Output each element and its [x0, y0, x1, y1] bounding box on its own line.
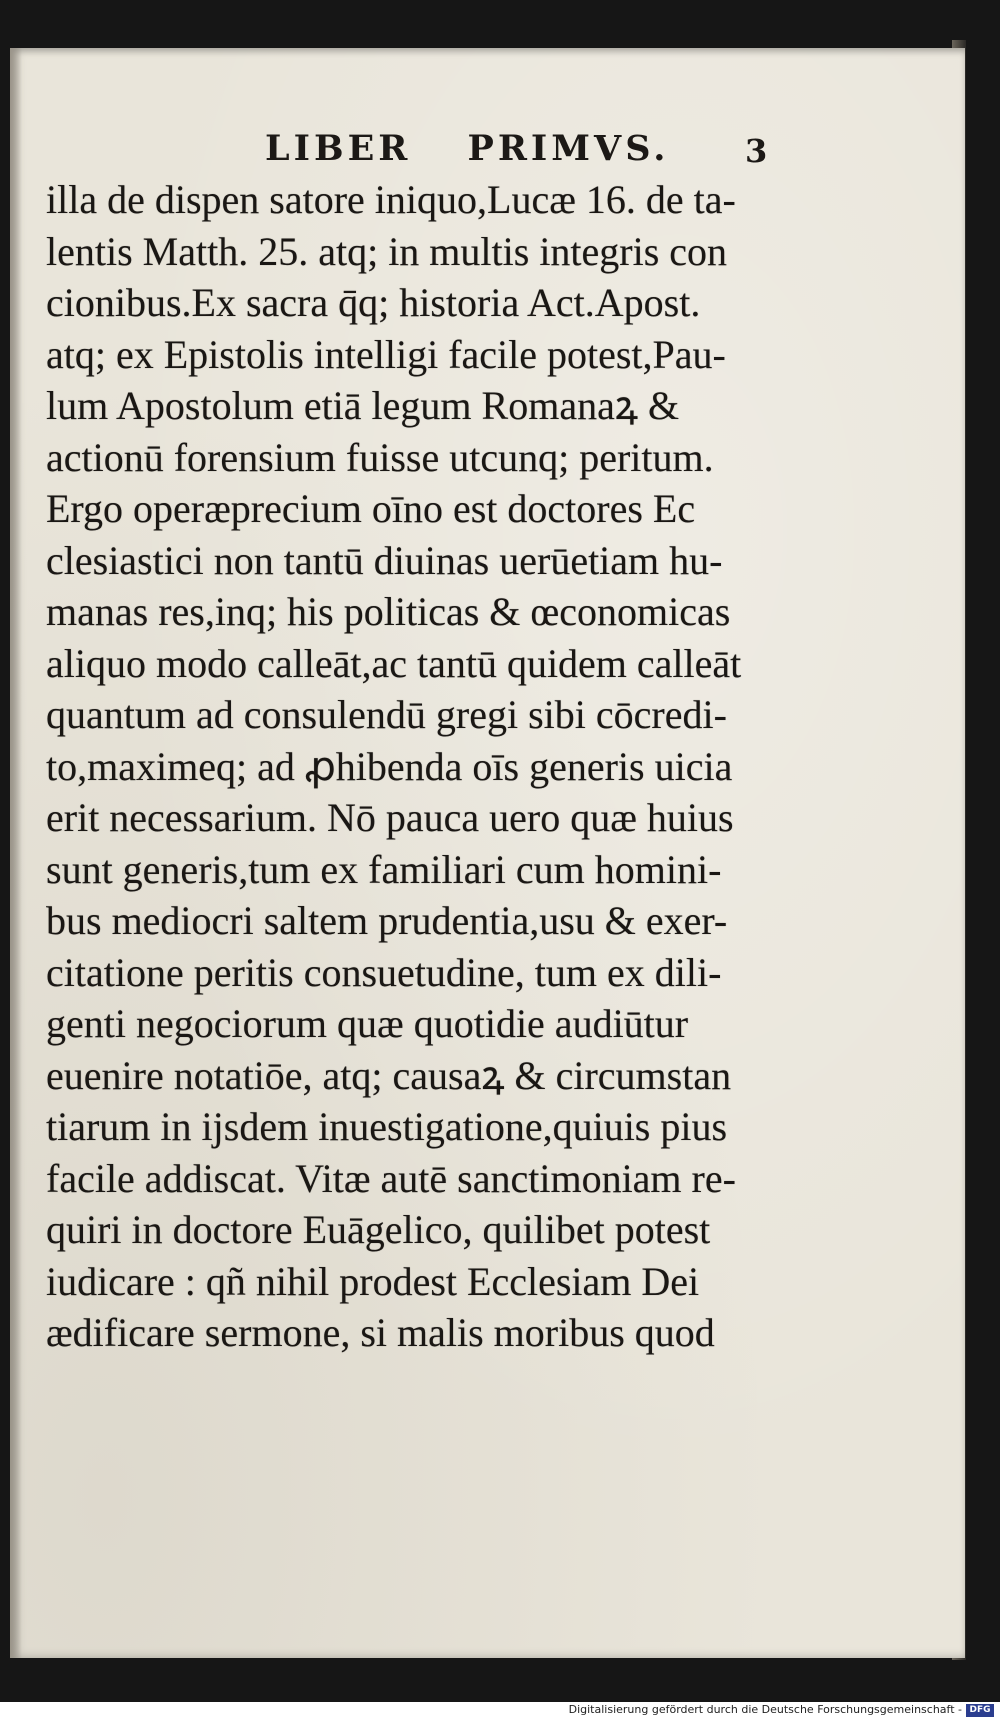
folio-number: 3: [745, 132, 768, 170]
body-text: [46, 174, 806, 1359]
dfg-logo: DFG: [966, 1704, 994, 1717]
text-line: genti negociorum quæ quotidie audiūtur: [46, 1001, 689, 1046]
text-line: iudicare : qñ nihil prodest Ecclesiam Dei: [46, 1258, 700, 1304]
text-line: atq; ex Epistolis intelligi facile potest,Pau-: [46, 331, 726, 377]
paper-page: [10, 48, 965, 1658]
text-line: cionibus.Ex sacra q̄q; historia Act.Apost.: [46, 280, 701, 325]
text-line: manas res,inq; his politicas & œconomicas: [46, 589, 731, 634]
text-line: quiri in doctore Euāgelico, quilibet potest: [46, 1207, 711, 1252]
digitization-credit: Digitalisierung gefördert durch die Deutsche Forschungsgemeinschaft -: [568, 1703, 962, 1716]
running-title: LIBER PRIMVS.: [265, 128, 670, 169]
text-line: erit necessarium. Nō pauca uero quæ huius: [46, 795, 734, 840]
text-line: actionū forensium fuisse utcunq; peritum.: [46, 434, 714, 480]
text-line: lentis Matth. 25. atq; in multis integris con: [46, 228, 728, 274]
gutter-shadow: [10, 48, 22, 1658]
text-line: bus mediocri saltem prudentia,usu & exer-: [46, 898, 728, 943]
text-line: clesiastici non tantū diuinas uerūetiam hu-: [46, 537, 723, 583]
text-line: lum Apostolum etiā legum Romanaꝝ &: [46, 383, 680, 428]
text-line: illa de dispen satore iniquo,Lucæ 16. de ta-: [46, 177, 736, 222]
page-header: [10, 128, 965, 178]
text-line: tiarum in ijsdem inuestigatione,quiuis pius: [46, 1104, 728, 1149]
text-line: to,maximeq; ad ꝓhibenda oīs generis uicia: [46, 743, 733, 789]
text-line: euenire notatiōe, atq; causaꝝ & circumstan: [46, 1052, 732, 1098]
text-line: quantum ad consulendū gregi sibi cōcredi-: [46, 692, 727, 737]
text-line: ædificare sermone, si malis moribus quod: [46, 1310, 715, 1355]
text-line: aliquo modo calleāt,ac tantū quidem calleāt: [46, 640, 742, 686]
text-line: citatione peritis consuetudine, tum ex dili-: [46, 949, 722, 995]
text-line: sunt generis,tum ex familiari cum homini-: [46, 846, 722, 892]
text-line: facile addiscat. Vitæ autē sanctimoniam re-: [46, 1155, 736, 1201]
text-line: Ergo operæprecium oīno est doctores Ec: [46, 486, 696, 531]
